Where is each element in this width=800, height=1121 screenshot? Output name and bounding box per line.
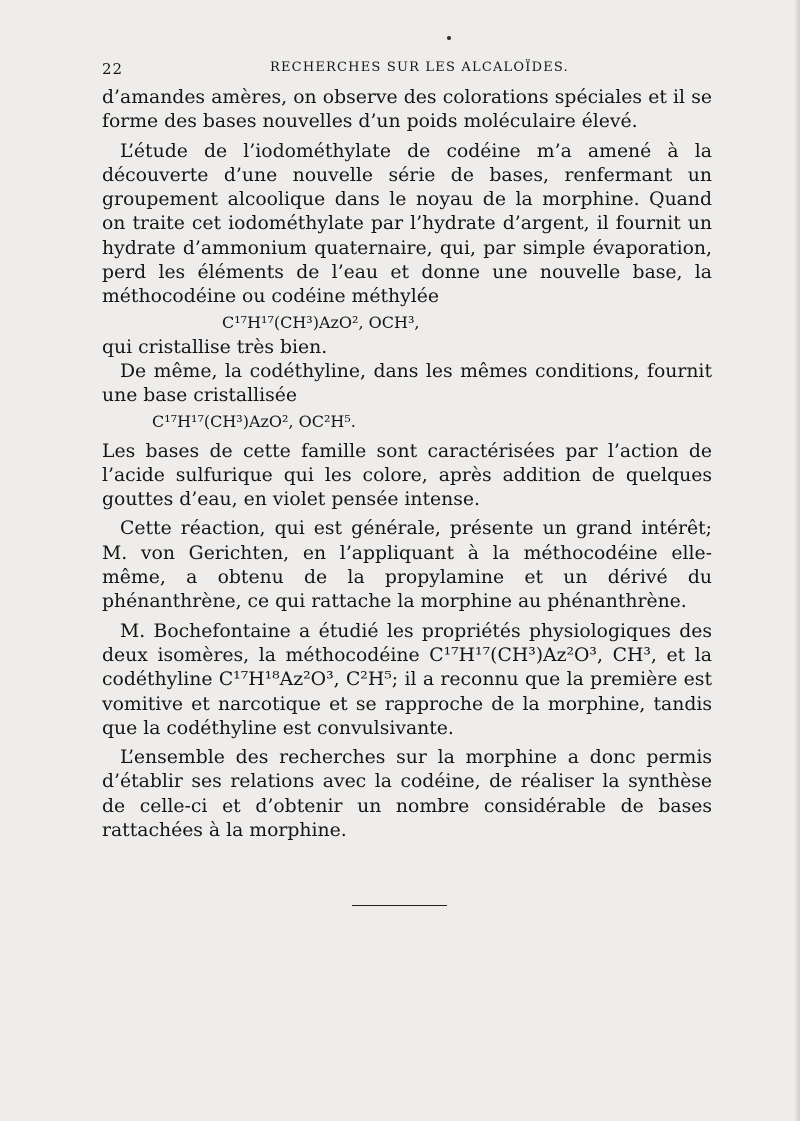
paragraph-5: Les bases de cette famille sont caractérisées par l’action de l’acide sulfurique qui les colore, après addition de quelques gouttes d’eau, en violet pensée intense. <box>102 440 712 511</box>
paragraph-3: qui cristallise très bien. <box>102 336 328 358</box>
body-text <box>102 86 712 843</box>
paragraph-1: d’amandes amères, on observe des colorations spéciales et il se forme des bases nouvelles d’un poids moléculaire élevé. <box>102 87 712 133</box>
paragraph-7: M. Bochefontaine a étudié les propriétés physiologiques des deux isomères, la méthocodéine C¹⁷H¹⁷(CH³)Az²O³, CH³, et la codéthyline C¹⁷H¹⁸Az²O³, C²H⁵; il a reconnu que la première est vomitive et narcotique et se rapproche de la morphine, tandis que la codéthyline est convulsivante. <box>102 620 712 739</box>
top-mark <box>447 36 451 40</box>
paragraph-4: De même, la codéthyline, dans les mêmes conditions, fournit une base cristallisée <box>102 360 712 407</box>
closing-rule <box>352 905 447 906</box>
formula-methocodeine: C¹⁷H¹⁷(CH³)AzO², OCH³, <box>222 312 420 332</box>
page-number: 22 <box>102 60 124 78</box>
paragraph-6: Cette réaction, qui est générale, présente un grand intérêt; M. von Gerichten, en l’appliquant à la méthocodéine elle-même, a obtenu de la propylamine et un dérivé du phénanthrène, ce qui rattache la morphine au phénanthrène. <box>102 518 712 613</box>
paragraph-2: L’étude de l’iodométhylate de codéine m’a amené à la découverte d’une nouvelle série de bases, renfermant un groupement alcoolique dans le noyau de la morphine. Quand on traite cet iodométhylate par l’hydrate d’argent, il fournit un hydrate d’ammonium quaternaire, qui, par simple évaporation, perd les éléments de l’eau et donne une nouvelle base, la méthocodéine ou codéine méthylée <box>102 140 712 308</box>
page-edge-shadow <box>794 0 800 1121</box>
formula-codethyline: C¹⁷H¹⁷(CH³)AzO², OC²H⁵. <box>152 411 356 431</box>
running-title: RECHERCHES SUR LES ALCALOÏDES. <box>270 60 569 75</box>
paragraph-8: L’ensemble des recherches sur la morphine a donc permis d’établir ses relations avec la codéine, de réaliser la synthèse de celle-ci et d’obtenir un nombre considérable de bases rattachées à la morphine. <box>102 747 712 842</box>
